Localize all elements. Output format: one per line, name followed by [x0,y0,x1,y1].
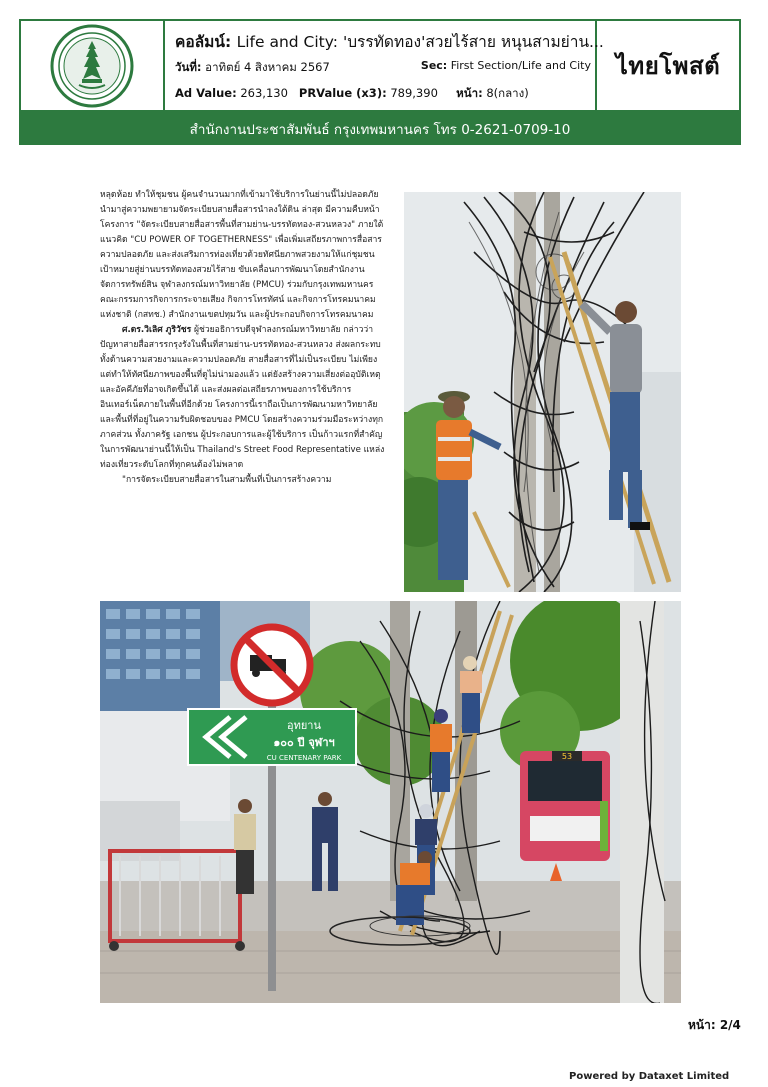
page-number: หน้า: 2/4 [688,1018,741,1032]
park-sign-line3: CU CENTENARY PARK [266,754,342,762]
section-value: First Section/Life and City [450,59,591,72]
clipping-header [19,19,741,112]
article-paragraph-2-body: ผู้ช่วยอธิการบดีจุฬาลงกรณ์มหาวิทยาลัย กล่าวว่า ปัญหาสายสื่อสารรกรุงรังในพื้นที่สามย่าน-บรรทัดทอง-สวนหลวง ส่งผลกระทบทั้งด้านความสวยงามและความปลอดภัย สายสื่อสารที่ไม่เป็นระเบียบ ไม่เพียงแต่ทำให้ทัศนียภาพของพื้นที่ดูไม่น่ามองแล้ว แต่ยังสร้างความเสี่ยงต่ออุบัติเหตุและอัคคีภัยที่อาจเกิดขึ้นได้ และส่งผลต่อเสถียรภาพของการใช้บริการอินเทอร์เน็ตภายในพื้นที่อีกด้วย โครงการนี้เราถือเป็นการพัฒนามหาวิทยาลัยและพื้นที่ที่อยู่ในความรับผิดชอบของ PMCU โดยสร้างความร่วมมือระหว่างทุกภาคส่วน ทั้งภาครัฐ เอกชน ผู้ประกอบการและผู้ใช้บริการ เป็นก้าวแรกที่สำคัญในการพัฒนาย่านนี้ให้เป็น Thailand's Street Food Representative แหล่งท่องเที่ยวระดับโลกที่ทุกคนต้องไม่พลาด [100,325,385,470]
photo-pole-workers [404,192,681,592]
ad-value: 263,130 [240,86,288,100]
bus-route-number: 53 [561,752,573,761]
pr-value: 789,390 [390,86,438,100]
date-value: อาทิตย์ 4 สิงหาคม 2567 [205,60,330,74]
office-bar: สำนักงานประชาสัมพันธ์ กรุงเทพมหานคร โทร 0-2621-0709-10 [19,112,741,145]
date-line [175,59,330,77]
bangkok-seal-icon [49,23,135,109]
quoted-person: ศ.ดร.วิเลิศ ภูริวัชร [122,325,192,335]
article-paragraph-2 [100,323,388,473]
ad-value-line [175,85,529,103]
newspaper-brand: ไทยโพสต์ [615,52,721,80]
article-paragraph-1: หลุดห้อย ทำให้ชุมชน ผู้คนจำนวนมากที่เข้ามาใช้บริการในย่านนี้ไม่ปลอดภัย นำมาสู่ความพยายามจัดระเบียบสายสื่อสารนำลงใต้ดิน ล่าสุด มีความคืบหน้าโครงการ "จัดระเบียบสายสื่อสารพื้นที่สามย่าน-บรรทัดทอง-สวนหลวง" ภายใต้แนวคิด "CU POWER OF TOGETHERNESS" เพื่อเพิ่มเสถียรภาพการสื่อสาร ความปลอดภัย และส่งเสริมการท่องเที่ยวด้วยทัศนียภาพสวยงามให้แก่ชุมชน เป้าหมายสู่ย่านบรรทัดทองสวยไร้สาย ขับเคลื่อนการพัฒนาโดยสำนักงานจัดการทรัพย์สิน จุฬาลงกรณ์มหาวิทยาลัย (PMCU) ร่วมกับกรุงเทพมหานคร คณะกรรมการกิจการกระจายเสียง กิจการโทรทัศน์ และกิจการโทรคมนาคมแห่งชาติ (กสทช.) สำนักงานเขตปทุมวัน และผู้ประกอบกิจการโทรคมนาคม [100,190,384,320]
section-line [421,59,591,72]
meta-cell [165,21,604,110]
column-value: Life and City: 'บรรทัดทอง'สวยไร้สาย หนุนสามย่าน... [236,33,604,51]
street-scene-illustration [100,601,681,1003]
article-paragraph-3: "การจัดระเบียบสายสื่อสารในสามพื้นที่เป็นการสร้างความ [122,475,332,485]
section-label: Sec: [420,59,448,72]
park-sign-line2: ๑๐๐ ปี จุฬาฯ [273,736,335,749]
article-text [100,188,388,592]
ad-label: Ad Value: [175,86,237,100]
park-sign-line1: อุทยาน [287,719,321,732]
page-label: หน้า: [456,86,483,100]
powered-by: Powered by Dataxet Limited [569,1071,730,1082]
column-title [175,29,604,54]
date-label: วันที่: [175,60,202,74]
page-value: 8(กลาง) [486,86,529,100]
photo-street-scene [100,601,681,1003]
pr-label: PRValue (x3): [298,86,387,100]
column-label: คอลัมน์: [175,33,232,51]
logo-cell [21,21,165,110]
pole-workers-illustration [404,192,681,592]
brand-cell [597,21,739,110]
